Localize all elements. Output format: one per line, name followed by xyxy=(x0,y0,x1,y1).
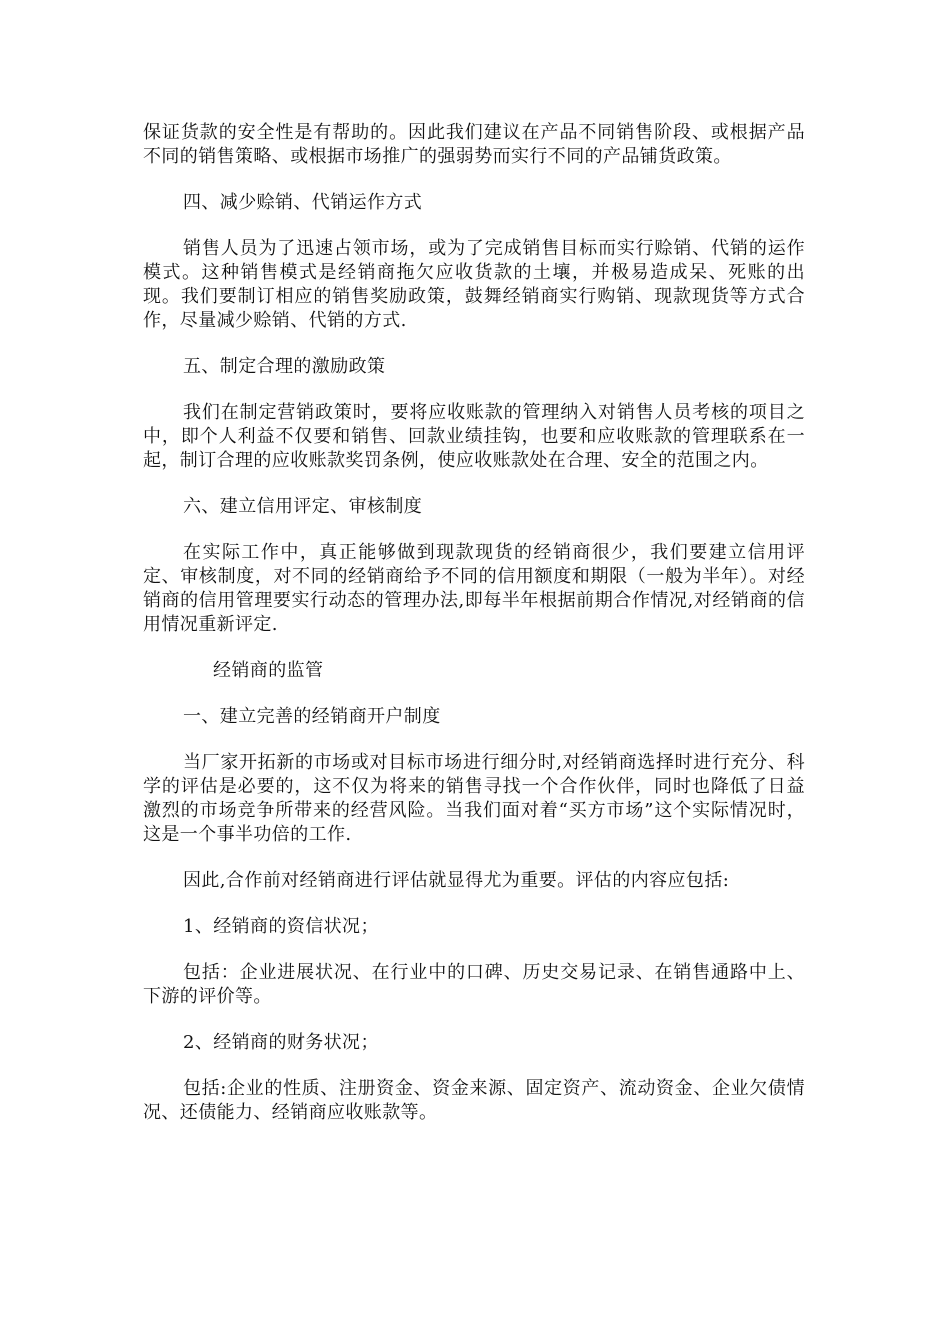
heading-incentive-policy: 五、制定合理的激励政策 xyxy=(183,356,386,377)
paragraph-dealer-selection: 当厂家开拓新的市场或对目标市场进行细分时,对经销商选择时进行充分、科学的评估是必要的，这不仅为将来的销售寻找一个合作伙伴，同时也降低了日益激烈的市场竞争所带来的经营风险。当我们面对着“买方市场”这个实际情况时，这是一个事半功倍的工作. xyxy=(143,752,805,845)
heading-account-opening: 一、建立完善的经销商开户制度 xyxy=(183,706,441,727)
list-item-financial-status: 2、经销商的财务状况； xyxy=(183,1032,379,1053)
paragraph-credit-evaluation: 在实际工作中，真正能够做到现款现货的经销商很少，我们要建立信用评定、审核制度，对不同的经销商给予不同的信用额度和期限（一般为半年）。对经销商的信用管理要实行动态的管理办法,即每半年根据前期合作情况,对经销商的信用情况重新评定. xyxy=(143,542,805,635)
paragraph-incentive-policy: 我们在制定营销政策时，要将应收账款的管理纳入对销售人员考核的项目之中，即个人利益不仅要和销售、回款业绩挂钩，也要和应收账款的管理联系在一起，制订合理的应收账款奖罚条例，使应收账款处在合理、安全的范围之内。 xyxy=(143,402,805,471)
section-title-dealer-supervision: 经销商的监管 xyxy=(213,660,324,681)
paragraph-financial-status-detail: 包括:企业的性质、注册资金、资金来源、固定资产、流动资金、企业欠债情况、还债能力、经销商应收账款等。 xyxy=(143,1078,805,1123)
heading-reduce-credit-sales: 四、减少赊销、代销运作方式 xyxy=(183,192,423,213)
paragraph-credit-status-detail: 包括：企业进展状况、在行业中的口碑、历史交易记录、在销售通路中上、下游的评价等。 xyxy=(143,962,805,1007)
heading-credit-evaluation: 六、建立信用评定、审核制度 xyxy=(183,496,423,517)
paragraph-continuation: 保证货款的安全性是有帮助的。因此我们建议在产品不同销售阶段、或根据产品不同的销售策略、或根据市场推广的强弱势而实行不同的产品铺货政策。 xyxy=(143,122,805,167)
list-item-credit-status: 1、经销商的资信状况； xyxy=(183,916,379,937)
document-body xyxy=(143,121,805,1147)
paragraph-credit-sales: 销售人员为了迅速占领市场，或为了完成销售目标而实行赊销、代销的运作模式。这种销售模式是经销商拖欠应收货款的土壤，并极易造成呆、死账的出现。我们要制订相应的销售奖励政策，鼓舞经销商实行购销、现款现货等方式合作，尽量减少赊销、代销的方式. xyxy=(143,238,805,331)
paragraph-evaluation-content: 因此,合作前对经销商进行评估就显得尤为重要。评估的内容应包括: xyxy=(183,870,730,891)
